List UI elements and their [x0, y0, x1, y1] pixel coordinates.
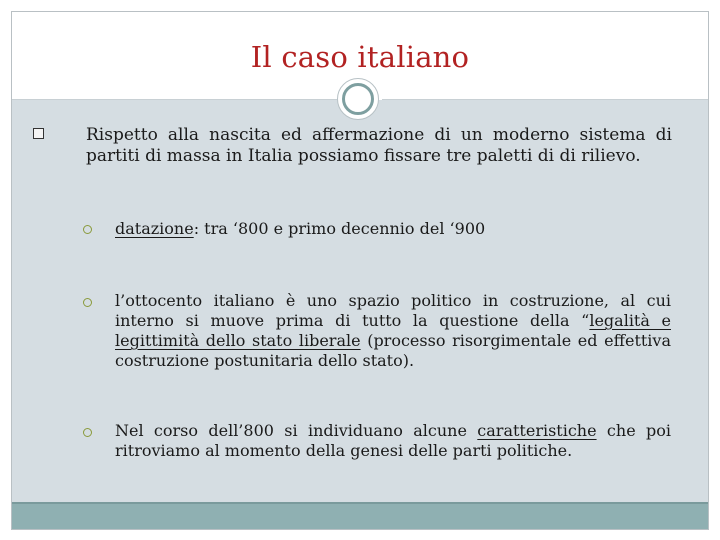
- point-ottocento-after: (processo risorgimentale ed effettiva costruzione postunitaria dello stato).: [115, 331, 671, 370]
- footer-bar: [12, 502, 708, 529]
- square-bullet-icon: [33, 128, 44, 139]
- point-caratteristiche: [115, 421, 671, 461]
- point-caratteristiche-after: che poi ritroviamo al momento della genesi delle parti politiche.: [115, 421, 671, 460]
- point-caratteristiche-underlined: caratteristiche: [477, 421, 597, 440]
- circle-bullet-icon: [83, 428, 92, 437]
- title-divider-left: [12, 99, 338, 100]
- point-ottocento: [115, 291, 671, 371]
- point-ottocento-underlined: legalità e legittimità dello stato liberale: [115, 311, 671, 350]
- point-ottocento-before: l’ottocento italiano è uno spazio politico in costruzione, al cui interno si muove prima di tutto la questione della “: [115, 291, 671, 330]
- point-caratteristiche-before: Nel corso dell’800 si individuano alcune: [115, 421, 478, 440]
- circle-bullet-icon: [83, 298, 92, 307]
- slide-title: Il caso italiano: [250, 40, 470, 74]
- title-divider-right: [382, 99, 708, 100]
- point-lead-datazione: datazione: [115, 219, 194, 238]
- intro-text: Rispetto alla nascita ed affermazione di un moderno sistema di partiti di massa in Italia possiamo fissare tre paletti di di rilievo.: [86, 125, 672, 166]
- circle-bullet-icon: [83, 225, 92, 234]
- ring-ornament-inner: [342, 83, 374, 115]
- ring-ornament-icon: [337, 78, 379, 120]
- point-rest-datazione: : tra ‘800 e primo decennio del ‘900: [193, 219, 486, 238]
- point-datazione: [115, 219, 671, 239]
